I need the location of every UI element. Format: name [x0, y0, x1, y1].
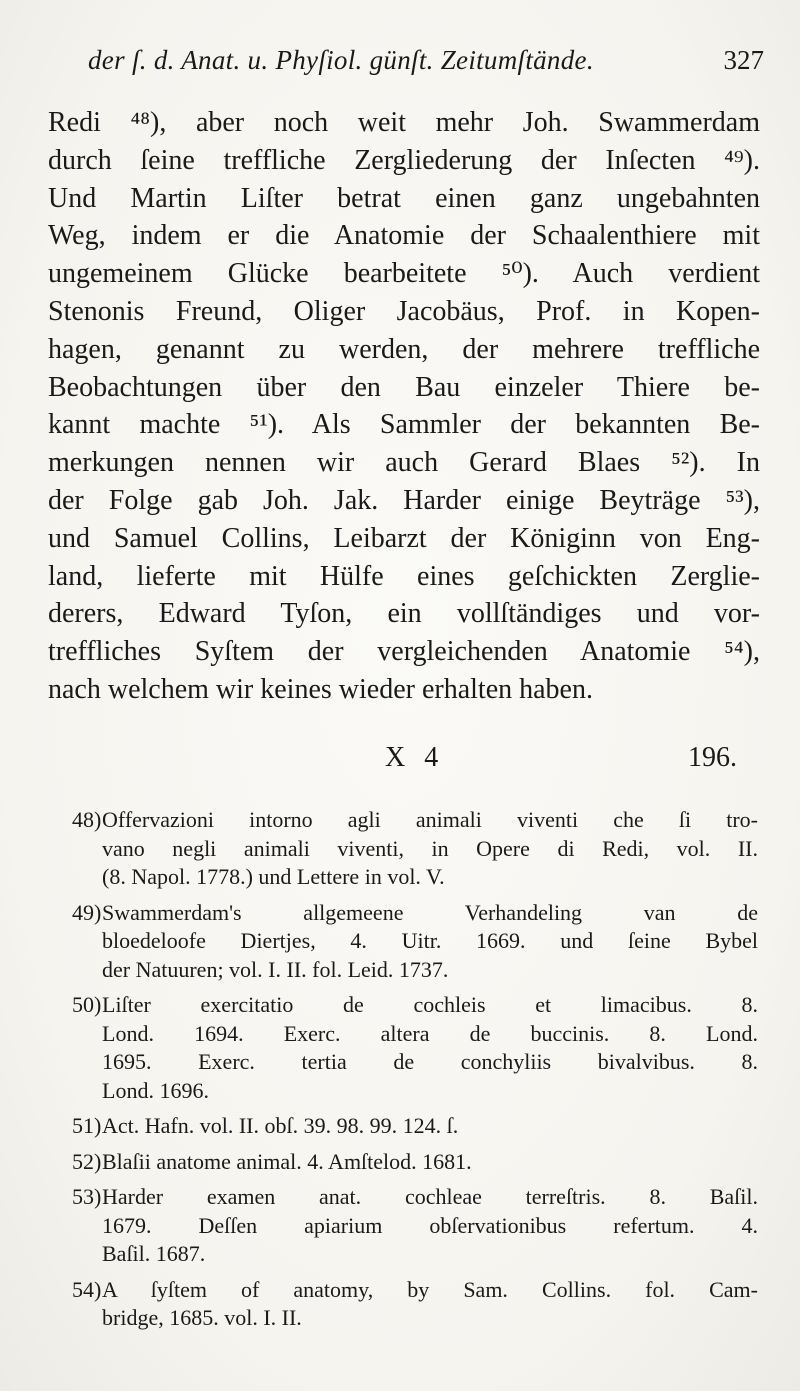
body-line: durch ſeine treffliche Zergliederung der Inſecten ⁴⁹).	[48, 144, 760, 176]
footnote-line: Harder examen anat. cochleae terreſtris. 8. Baſil.	[102, 1184, 758, 1209]
body-text	[48, 104, 760, 709]
body-line: derers, Edward Tyſon, ein vollſtändiges und vor-	[48, 598, 760, 630]
body-line: und Samuel Collins, Leibarzt der Königinn von Eng-	[48, 522, 760, 554]
footnote-53	[72, 1183, 758, 1269]
footnote-line: Baſil. 1687.	[102, 1241, 206, 1266]
footnote-48	[72, 806, 758, 892]
footnote-line: Swammerdam's allgemeene Verhandeling van de	[102, 899, 758, 925]
footnote-line: der Natuuren; vol. I. II. fol. Leid. 1737.	[102, 956, 449, 982]
body-line: hagen, genannt zu werden, der mehrere treffliche	[48, 333, 760, 365]
footnote-51	[72, 1112, 758, 1141]
running-title: der ſ. d. Anat. u. Phyſiol. günſt. Zeitumſtände.	[88, 45, 594, 75]
footnote-number: 48)	[72, 807, 102, 832]
footnote-number: 53)	[72, 1184, 102, 1209]
footnote-line: vano negli animali viventi, in Opere di Redi, vol. II.	[102, 835, 758, 861]
footnote-number: 49)	[72, 899, 102, 925]
body-line: Beobachtungen über den Bau einzeler Thiere be-	[48, 371, 760, 403]
footnote-50	[72, 991, 758, 1105]
footnote-line: Liſter exercitatio de cochleis et limacibus. 8.	[102, 992, 758, 1017]
body-line: ungemeinem Glücke bearbeitete ⁵⁰). Auch verdient	[48, 258, 760, 290]
body-line: land, lieferte mit Hülfe eines geſchickten Zerglie-	[48, 560, 760, 592]
footnote-number: 50)	[72, 992, 102, 1017]
body-line: Redi ⁴⁸), aber noch weit mehr Joh. Swammerdam	[48, 107, 760, 138]
body-line: der Folge gab Joh. Jak. Harder einige Beyträge ⁵³),	[48, 484, 760, 516]
body-line: Und Martin Liſter betrat einen ganz ungebahnten	[48, 182, 760, 214]
signature-mark: X 4	[385, 742, 445, 773]
body-line: merkungen nennen wir auch Gerard Blaes ⁵²). In	[48, 447, 760, 479]
footnote-line: A ſyſtem of anatomy, by Sam. Collins. fol. Cam-	[102, 1276, 758, 1302]
footnote-number: 52)	[72, 1148, 102, 1174]
footnote-line: 1695. Exerc. tertia de conchyliis bivalvibus. 8.	[102, 1049, 758, 1074]
footnote-52	[72, 1148, 758, 1177]
footnote-line: bloedeloofe Diertjes, 4. Uitr. 1669. und ſeine Bybel	[102, 928, 758, 953]
footnote-number: 54)	[72, 1276, 102, 1302]
footnote-line: Blaſii anatome animal. 4. Amſtelod. 1681.	[102, 1148, 472, 1174]
footnote-49	[72, 899, 758, 985]
footnote-line: 1679. Deſſen apiarium obſervationibus refertum. 4.	[102, 1212, 758, 1238]
footnote-line: (8. Napol. 1778.) und Lettere in vol. V.	[102, 864, 445, 889]
footnote-line: Offervazioni intorno agli animali viventi che ſi tro-	[102, 807, 758, 832]
body-line: Weg, indem er die Anatomie der Schaalenthiere mit	[48, 220, 760, 252]
footnote-54	[72, 1276, 758, 1333]
footnotes	[72, 806, 758, 1340]
footnote-line: Lond. 1694. Exerc. altera de buccinis. 8. Lond.	[102, 1020, 758, 1046]
footnote-line: Act. Hafn. vol. II. obſ. 39. 98. 99. 124. ſ.	[102, 1113, 459, 1138]
body-line: kannt machte ⁵¹). Als Sammler der bekannten Be-	[48, 409, 760, 441]
page-number: 327	[723, 45, 764, 75]
footnote-number: 51)	[72, 1113, 102, 1138]
running-header	[88, 42, 768, 78]
catchword: 196.	[688, 742, 737, 773]
footnote-line: bridge, 1685. vol. I. II.	[102, 1305, 302, 1330]
footnote-line: Lond. 1696.	[102, 1077, 209, 1103]
body-line: treffliches Syſtem der vergleichenden Anatomie ⁵⁴),	[48, 636, 760, 668]
body-line: nach welchem wir keines wieder erhalten haben.	[48, 673, 593, 705]
body-line: Stenonis Freund, Oliger Jacobäus, Prof. in Kopen-	[48, 295, 760, 327]
